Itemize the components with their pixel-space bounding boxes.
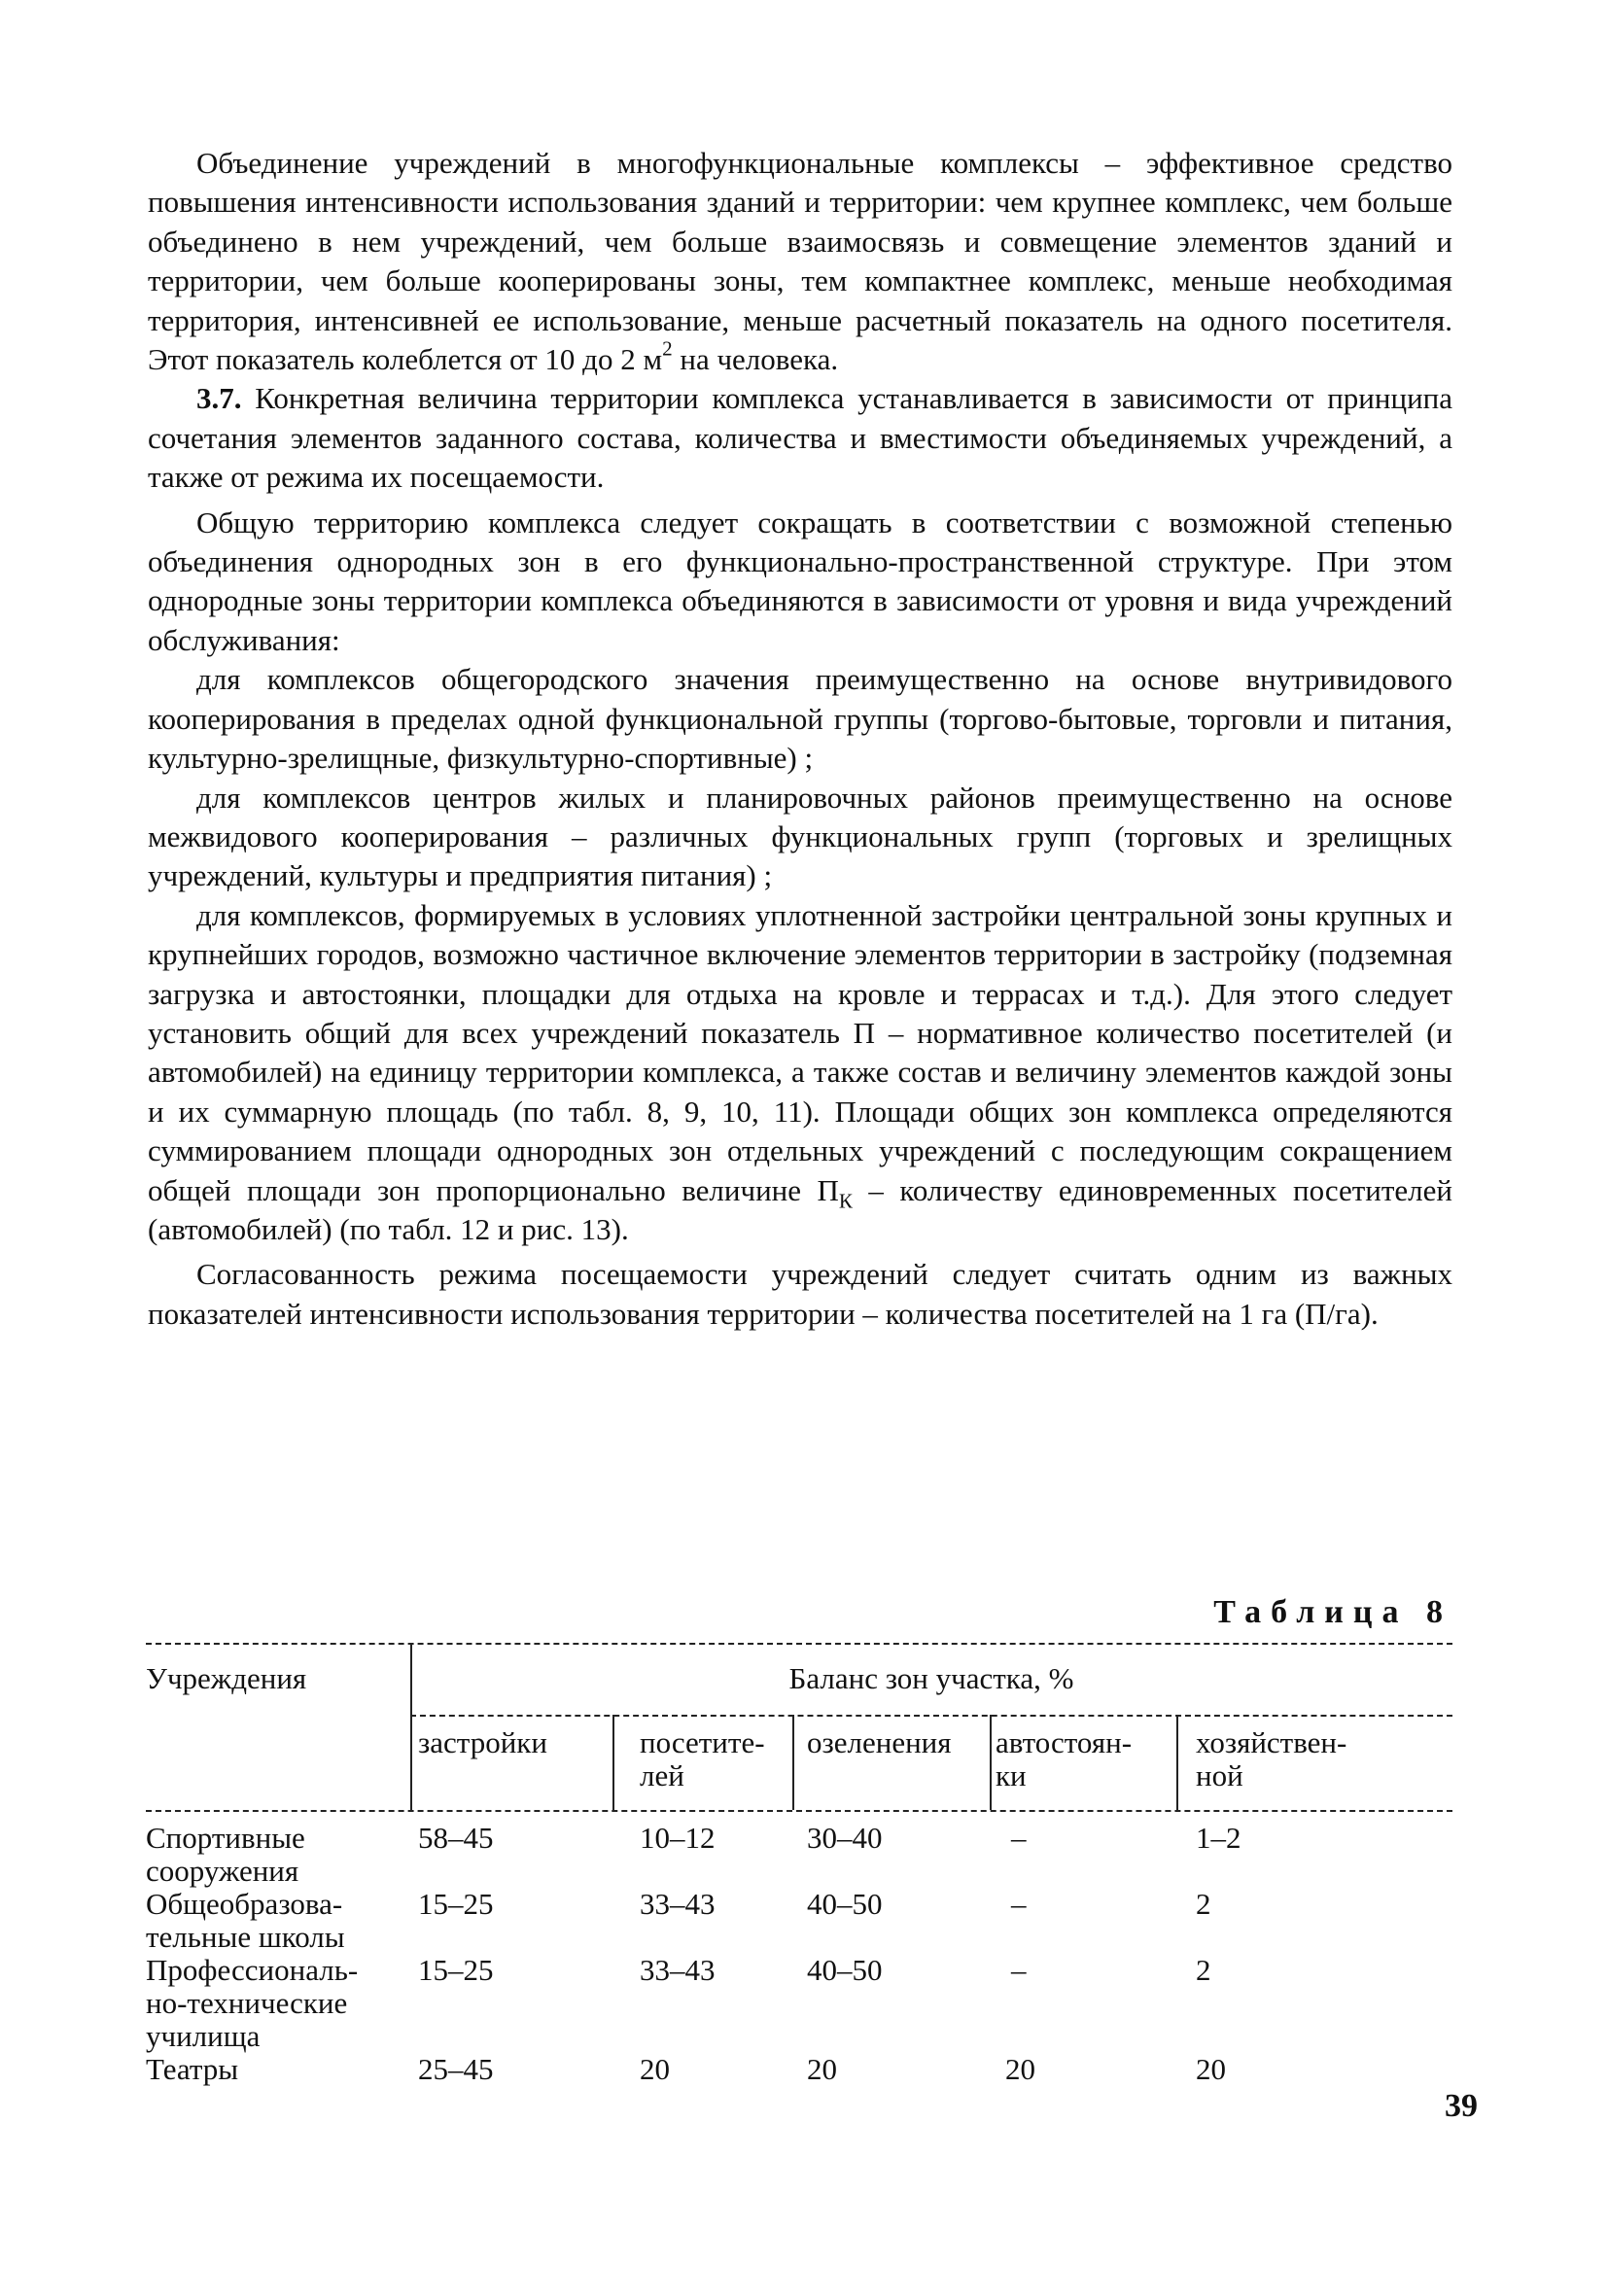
subheader-visitors: посетите- лей [640,1725,765,1792]
paragraph-1: Объединение учреждений в многофункциональные комплексы – эффективное средство повышения интенсивности использования зданий и территории: чем крупнее комплекс, чем больше объединено в нем учреждений, чем больше взаимосвязь и совмещение элементов зданий и территории, чем больше кооперированы зоны, тем компактнее комплекс, меньше необходимая территория, интенсивней ее использование, меньше расчетный показатель на одного посетителя. Этот показатель колеблется от 10 до 2 $м^2$ на человека. [148,146,1452,377]
paragraph-6: для комплексов, формируемых в условиях уплотненной застройки центральной зоны крупных и крупнейших городов, возможно частичное включение элементов территории в застройку (подземная загрузка и автостоянки, площадки для отдыха на кровле и террасах и т.д.). Для этого следует установить общий для всех учреждений показатель П – нормативное количество посетителей (и автомобилей) на единицу территории комплекса, а также состав и величину элементов каждой зоны и их суммарную площадь (по табл. 8, 9, 10, 11). Площади общих зон комплекса определяются суммированием площади однородных зон отдельных учреждений с последующим сокращением общей площади зон пропорционально величине $П_К$ – количеству единовременных посетителей (автомобилей) (по табл. 12 и рис. 13). [148,897,1452,1246]
page-number: 39 [1445,2088,1478,2124]
subscript-k: К [838,1188,853,1212]
table-row-1-col3: 30–40 [807,1821,883,1855]
subheader-greenery: озеленения [807,1725,952,1759]
table-row-2-col5: 2 [1196,1887,1211,1921]
table-top-rule [146,1643,1452,1645]
table-row-4-col3: 20 [807,2052,837,2086]
table-row-4-col1: 25–45 [418,2052,494,2086]
table-8 [146,1643,1452,2148]
paragraph-3-7: 3.7. Конкретная величина территории комплекса устанавливается в зависимости от принципа сочетания элементов заданного состава, количества и вместимости объединяемых учреждений, а также от режима их посещаемости. [148,381,1453,495]
table-row-3-col3: 40–50 [807,1953,883,1987]
table-row-3-col5: 2 [1196,1953,1211,1987]
table-col3-divider [990,1715,992,1810]
table-row-4-name: Театры [146,2052,239,2086]
table-col1-divider [612,1715,614,1810]
table-row-1-name: Спортивные сооружения [146,1821,305,1888]
subheader-parking: автостоян- ки [996,1725,1133,1792]
table-row-2-col2: 33–43 [640,1887,716,1921]
table-col2-divider [792,1715,794,1810]
table-caption: Таблица 8 [1213,1594,1452,1630]
superscript-2: 2 [662,336,673,361]
table-col4-divider [1176,1715,1178,1810]
table-row-2-col4: – [1011,1887,1027,1921]
subheader-utility: хозяйствен- ной [1196,1725,1347,1792]
table-row-3-col4: – [1011,1953,1027,1987]
table-row-2-col3: 40–50 [807,1887,883,1921]
paragraph-7: Согласованность режима посещаемости учреждений следует считать одним из важных показателей интенсивности использования территории – количества посетителей на 1 га (П/га). [148,1257,1452,1331]
table-row-2-col1: 15–25 [418,1887,494,1921]
table-row-3-col2: 33–43 [640,1953,716,1987]
table-row-4-col2: 20 [640,2052,670,2086]
paragraph-4: для комплексов общегородского значения преимущественно на основе внутривидового кооперирования в пределах одной функциональной группы (торгово-бытовые, торговли и питания, культурно-зрелищные, физкультурно-спортивные) ; [148,662,1452,776]
paragraph-3: Общую территорию комплекса следует сокращать в соответствии с возможной степенью объединения однородных зон в его функционально-пространственной структуре. При этом однородные зоны территории комплекса объединяются в зависимости от уровня и вида учреждений обслуживания: [148,504,1452,657]
section-number: 3.7. [196,381,242,416]
paragraph-5: для комплексов центров жилых и планировочных районов преимущественно на основе межвидового кооперирования – различных функциональных групп (торговых и зрелищных учреждений, культуры и предприятия питания) ; [148,780,1452,893]
subheader-buildup: застройки [418,1725,547,1759]
body-text [148,144,1452,1334]
table-subheader-rule [410,1715,1452,1717]
table-row-4-col5: 20 [1196,2052,1226,2086]
header-institutions: Учреждения [146,1661,307,1695]
table-row-4-col4: 20 [1005,2052,1035,2086]
table-row-1-col5: 1–2 [1196,1821,1241,1855]
table-row-1-col1: 58–45 [418,1821,494,1855]
table-row-3-col1: 15–25 [418,1953,494,1987]
table-row-1-col4: – [1011,1821,1027,1855]
header-zone-balance: Баланс зон участка, % [788,1661,1074,1695]
table-row-1-col2: 10–12 [640,1821,716,1855]
table-header-bottom-rule [146,1810,1452,1812]
table-row-3-name: Профессиональ- но-технические училища [146,1953,359,2053]
table-row-2-name: Общеобразова- тельные школы [146,1887,345,1954]
